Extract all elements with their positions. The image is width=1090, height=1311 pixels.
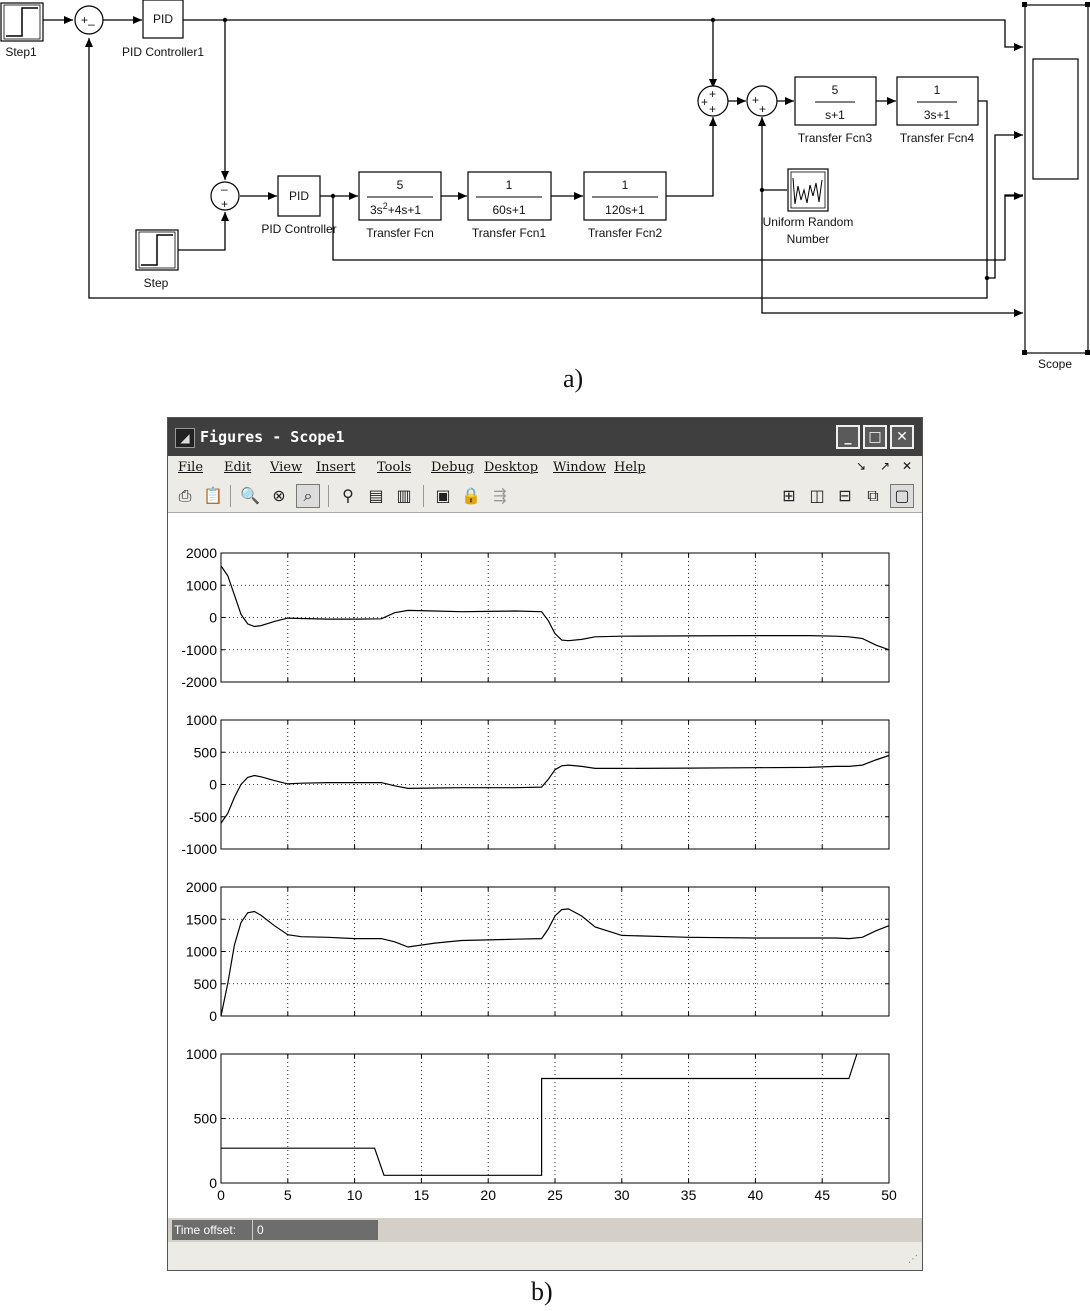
maximize-button[interactable]: □ xyxy=(863,425,887,449)
binoculars-icon[interactable]: ⚲ xyxy=(342,486,354,505)
transfer-fcn2-block[interactable] xyxy=(584,172,666,240)
y-tick-label: 500 xyxy=(193,744,217,761)
transfer-fcn4-block[interactable] xyxy=(897,77,978,145)
pid-controller-block[interactable] xyxy=(261,176,336,236)
y-tick-label: -500 xyxy=(188,808,217,825)
close-button[interactable]: ✕ xyxy=(890,425,914,449)
menu-window[interactable]: Window xyxy=(553,460,606,475)
y-tick-label: 0 xyxy=(209,609,217,626)
y-tick-label: -2000 xyxy=(181,674,217,690)
step1-label: Step1 xyxy=(5,45,37,59)
float-icon[interactable]: ⧉ xyxy=(867,486,879,505)
lock-icon[interactable]: 🔒 xyxy=(461,486,481,505)
scope-figure-window xyxy=(167,417,923,1271)
pid1-text: PID xyxy=(152,12,174,26)
tf1-den: 60s+1 xyxy=(492,203,526,217)
scope-axes-1 xyxy=(181,545,889,690)
urn-label-1: Uniform Random xyxy=(762,215,854,229)
y-tick-label: -1000 xyxy=(181,841,217,857)
tf1-label: Transfer Fcn1 xyxy=(471,226,547,240)
plot-area xyxy=(168,513,922,1220)
x-tick-label: 20 xyxy=(480,1187,496,1203)
tile-rows-icon[interactable]: ⊟ xyxy=(838,486,852,505)
pid-text: PID xyxy=(288,189,310,203)
scope-plots xyxy=(168,513,922,1218)
caption-b: b) xyxy=(531,1277,553,1306)
transfer-fcn1-block[interactable] xyxy=(468,172,551,240)
menu-tools[interactable]: Tools xyxy=(377,460,412,475)
tile-grid-icon[interactable]: ⊞ xyxy=(782,486,796,505)
menu-help[interactable]: Help xyxy=(614,460,646,475)
x-tick-label: 5 xyxy=(283,1187,292,1203)
sum1-block[interactable] xyxy=(75,6,103,34)
zoom-in-icon[interactable]: 🔍 xyxy=(240,486,260,505)
transfer-fcn-block[interactable] xyxy=(359,172,441,240)
toolbar xyxy=(168,480,922,513)
print-icon[interactable]: ⎙ xyxy=(178,486,192,505)
y-tick-label: 1500 xyxy=(185,911,217,928)
x-tick-label: 10 xyxy=(346,1187,363,1203)
svg-text:+: + xyxy=(709,87,717,101)
time-offset-bar xyxy=(168,1218,922,1242)
save-axes-icon[interactable]: ▤ xyxy=(368,486,384,505)
menu-desktop[interactable]: Desktop xyxy=(484,460,539,475)
tf-num: 5 xyxy=(396,178,404,192)
close-figure-icon[interactable]: ✕ xyxy=(902,459,913,473)
time-offset-value: 0 xyxy=(252,1220,378,1240)
pid1-label: PID Controller1 xyxy=(121,45,205,59)
sum4-block[interactable] xyxy=(747,86,777,116)
status-bar xyxy=(168,1242,922,1270)
window-titlebar[interactable] xyxy=(168,418,922,456)
pid-label: PID Controller xyxy=(261,222,337,236)
uniform-random-number-block[interactable] xyxy=(763,169,854,246)
step1-block[interactable] xyxy=(1,3,43,59)
dock-icon[interactable]: ↗ xyxy=(880,459,891,473)
x-tick-label: 40 xyxy=(747,1187,764,1203)
y-tick-label: 0 xyxy=(209,776,217,793)
tf4-label: Transfer Fcn4 xyxy=(899,131,975,145)
scope-axes-4 xyxy=(186,1046,897,1203)
tf3-num: 5 xyxy=(831,83,839,97)
svg-text:–: – xyxy=(88,17,95,31)
tile-columns-icon[interactable]: ◫ xyxy=(809,486,825,505)
tf3-den: s+1 xyxy=(825,108,845,122)
urn-label-2: Number xyxy=(786,232,830,246)
y-tick-label: 0 xyxy=(209,1008,217,1024)
scope-axes-3 xyxy=(186,879,889,1024)
tf-den: $3s^2+4s+1$ xyxy=(370,201,422,217)
parameters-icon[interactable]: ▣ xyxy=(435,486,451,505)
y-tick-label: -1000 xyxy=(181,641,217,658)
tf2-label: Transfer Fcn2 xyxy=(587,226,663,240)
x-tick-label: 50 xyxy=(881,1187,897,1203)
svg-text:+: + xyxy=(221,197,229,211)
x-tick-label: 45 xyxy=(814,1187,830,1203)
time-offset-label: Time offset: xyxy=(172,1220,252,1240)
menu-edit[interactable]: Edit xyxy=(224,460,252,475)
tf-label: Transfer Fcn xyxy=(366,226,434,240)
svg-text:+: + xyxy=(701,95,709,109)
scope-block[interactable] xyxy=(1022,2,1090,370)
menu-debug[interactable]: Debug xyxy=(431,460,475,475)
minimize-button[interactable]: _ xyxy=(836,425,860,449)
y-tick-label: 1000 xyxy=(185,943,217,960)
menu-bar xyxy=(168,456,922,480)
x-tick-label: 0 xyxy=(217,1187,225,1203)
clipboard-icon[interactable]: 📋 xyxy=(203,486,223,505)
menu-file[interactable]: File xyxy=(178,460,204,475)
autoscale-icon[interactable]: ⌕ xyxy=(296,484,320,508)
step-block[interactable] xyxy=(136,230,178,290)
window-title: Figures - Scope1 xyxy=(200,428,345,446)
simulink-diagram xyxy=(0,0,1090,370)
tf4-den: 3s+1 xyxy=(923,108,951,122)
resize-grip-icon[interactable]: ⋰ xyxy=(908,1254,918,1265)
x-tick-label: 30 xyxy=(614,1187,630,1203)
maximize-plot-icon[interactable]: ▢ xyxy=(890,484,914,508)
svg-text:+: + xyxy=(709,102,717,116)
svg-text:+: + xyxy=(759,102,767,116)
y-tick-label: 2000 xyxy=(185,545,217,561)
scope-label: Scope xyxy=(1037,357,1073,370)
sum2-block[interactable] xyxy=(211,182,239,211)
x-tick-label: 15 xyxy=(413,1187,430,1203)
undock-icon[interactable]: ↘ xyxy=(856,459,867,473)
y-tick-label: 500 xyxy=(193,975,217,992)
y-tick-label: 500 xyxy=(193,1110,217,1127)
restore-axes-icon[interactable]: ▥ xyxy=(396,486,412,505)
zoom-x-icon[interactable]: ⊗ xyxy=(272,486,286,505)
step-label: Step xyxy=(143,276,169,290)
y-tick-label: 0 xyxy=(209,1175,217,1191)
scope-axes-2 xyxy=(181,712,889,857)
sum3-block[interactable] xyxy=(698,86,728,116)
caption-a: a) xyxy=(563,364,584,393)
tf2-num: 1 xyxy=(621,178,629,192)
svg-text:+: + xyxy=(81,13,89,27)
x-tick-label: 25 xyxy=(547,1187,563,1203)
matlab-logo-icon: ◢ xyxy=(175,428,195,448)
pid-controller1-block[interactable] xyxy=(122,0,204,59)
tf4-num: 1 xyxy=(933,83,941,97)
svg-text:–: – xyxy=(221,182,228,196)
y-tick-label: 2000 xyxy=(185,879,217,895)
menu-view[interactable]: View xyxy=(270,460,303,475)
signal-selection-icon[interactable]: ⇶ xyxy=(493,486,507,505)
tf1-num: 1 xyxy=(505,178,513,192)
transfer-fcn3-block[interactable] xyxy=(795,77,876,145)
x-tick-label: 35 xyxy=(680,1187,697,1203)
tf3-label: Transfer Fcn3 xyxy=(797,131,873,145)
y-tick-label: 1000 xyxy=(185,1046,217,1062)
tf2-den: 120s+1 xyxy=(605,203,645,217)
y-tick-label: 1000 xyxy=(185,577,217,594)
menu-insert[interactable]: Insert xyxy=(316,460,356,475)
y-tick-label: 1000 xyxy=(185,712,217,728)
svg-text:+: + xyxy=(752,93,760,107)
